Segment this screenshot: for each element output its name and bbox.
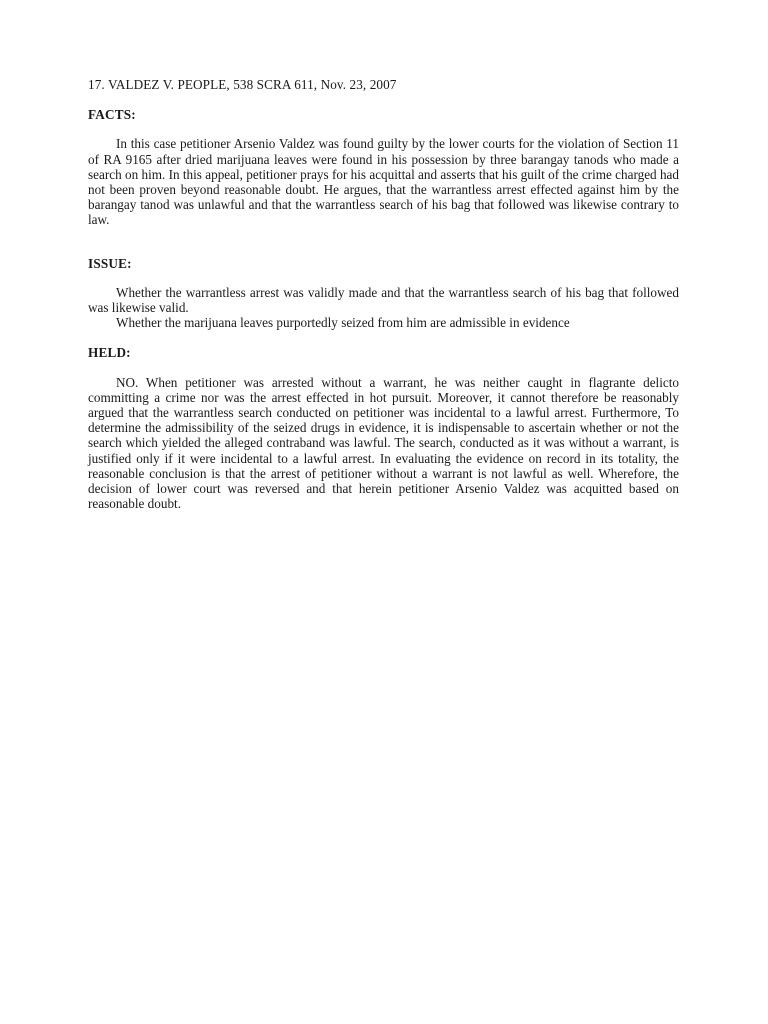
issue-list bbox=[88, 285, 679, 331]
issue-heading: ISSUE: bbox=[88, 255, 132, 271]
facts-paragraph: In this case petitioner Arsenio Valdez was found guilty by the lower courts for the violation of Section 11 of RA 9165 after dried marijuana leaves were found in his possession by three barangay tanods who made a search on him. In this appeal, petitioner prays for his acquittal and asserts that his guilt of the crime charged had not been proven beyond reasonable doubt. He argues, that the warrantless arrest effected against him by the barangay tanod was unlawful and that the warrantless search of his bag that followed was likewise contrary to law. bbox=[88, 136, 679, 228]
held-paragraph: NO. When petitioner was arrested without a warrant, he was neither caught in flagrante delicto committing a crime nor was the arrest effected in hot pursuit. Moreover, it cannot therefore be reasonably argued that the warrantless search conducted on petitioner was incidental to a lawful arrest. Furthermore, To determine the admissibility of the seized drugs in evidence, it is indispensable to ascertain whether or not the search which yielded the alleged contraband was lawful. The search, conducted as it was without a warrant, is justified only if it were incidental to a lawful arrest. In evaluating the evidence on record in its totality, the reasonable conclusion is that the arrest of petitioner without a warrant is not lawful as well. Wherefore, the decision of lower court was reversed and that herein petitioner Arsenio Valdez was acquitted based on reasonable doubt. bbox=[88, 374, 679, 512]
issue-item: Whether the marijuana leaves purportedly seized from him are admissible in evidence bbox=[116, 315, 570, 331]
facts-heading: FACTS: bbox=[88, 107, 136, 123]
case-title: 17. VALDEZ V. PEOPLE, 538 SCRA 611, Nov. 23, 2007 bbox=[88, 77, 397, 92]
section-spacer bbox=[88, 228, 679, 256]
held-heading: HELD: bbox=[88, 345, 131, 361]
issue-item: Whether the warrantless arrest was validly made and that the warrantless search of his bag that followed was likewise valid. bbox=[88, 284, 679, 316]
case-digest bbox=[88, 77, 679, 511]
section-spacer bbox=[88, 330, 679, 345]
